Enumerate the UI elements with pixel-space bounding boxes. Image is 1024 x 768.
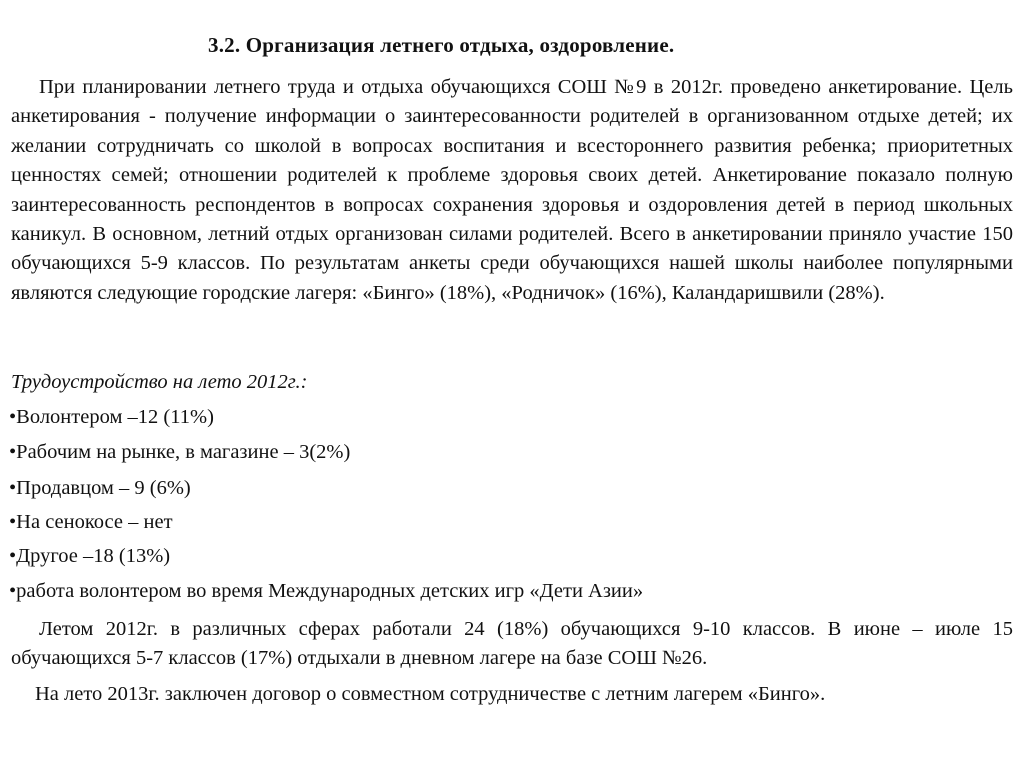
intro-paragraph: При планировании летнего труда и отдыха обучающихся СОШ №9 в 2012г. проведено анкетирование. Цель анкетирования - получение информации о заинтересованности родителей в организованном отдыхе детей; их желании сотрудничать со школой в вопросах воспитания и всестороннего развития ребенка; приоритетных ценностях семей; отношении родителей к проблеме здоровья своих детей. Анкетирование показало полную заинтересованность респондентов в вопросах сохранения здоровья и оздоровления детей в период школьных каникул. В основном, летний отдых организован силами родителей. Всего в анкетировании приняло участие 150 обучающихся 5-9 классов. По результатам анкеты среди обучающихся нашей школы наиболее популярными являются следующие городские лагеря: «Бинго» (18%), «Родничок» (16%), Каландаришвили (28%). <box>11 76 1013 304</box>
employment-item-volunteer: •Волонтером –12 (11%) <box>9 406 214 428</box>
section-title: 3.2. Организация летнего отдыха, оздоровление. <box>208 33 675 57</box>
employment-item-market-worker: •Рабочим на рынке, в магазине – 3(2%) <box>9 441 351 463</box>
employment-item-haymaking: •На сенокосе – нет <box>9 511 173 533</box>
employment-item-asia-games: •работа волонтером во время Международных детских игр «Дети Азии» <box>9 580 644 602</box>
summer-2012-paragraph: Летом 2012г. в различных сферах работали 24 (18%) обучающихся 9-10 классов. В июне – июле 15 обучающихся 5-7 классов (17%) отдыхали в дневном лагере на базе СОШ №26. <box>11 618 1013 670</box>
employment-item-other: •Другое –18 (13%) <box>9 545 171 567</box>
contract-2013-paragraph: На лето 2013г. заключен договор о совместном сотрудничестве с летним лагерем «Бинго». <box>35 683 826 705</box>
employment-heading: Трудоустройство на лето 2012г.: <box>11 371 308 393</box>
employment-item-seller: •Продавцом – 9 (6%) <box>9 477 191 499</box>
